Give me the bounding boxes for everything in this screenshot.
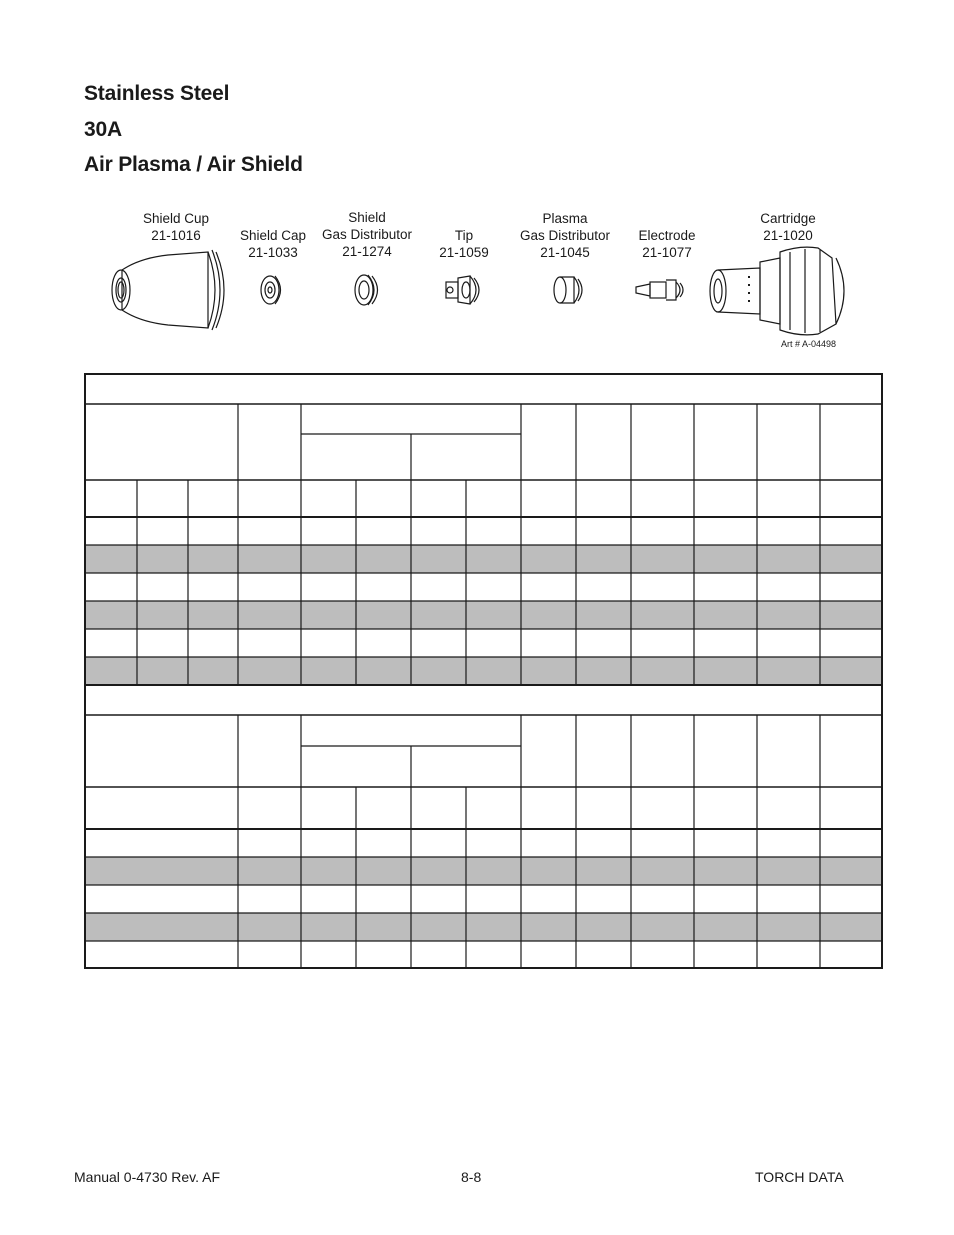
part-name: Electrode bbox=[638, 228, 696, 243]
part-name: Shield Cup bbox=[142, 211, 210, 226]
part-number: 21-1033 bbox=[248, 245, 298, 260]
part-number: 21-1016 bbox=[151, 228, 201, 243]
part-name: Shield Cap bbox=[239, 228, 307, 243]
shaded-row bbox=[85, 601, 882, 629]
part-number: 21-1274 bbox=[342, 244, 392, 259]
footer-page-number: 8-8 bbox=[461, 1169, 482, 1185]
part-name-line2: Gas Distributor bbox=[321, 227, 413, 242]
part-name: Plasma bbox=[542, 211, 588, 226]
shaded-row bbox=[85, 857, 882, 885]
shaded-row bbox=[85, 913, 882, 941]
part-number: 21-1059 bbox=[439, 245, 489, 260]
part-number: 21-1077 bbox=[642, 245, 692, 260]
title-material: Stainless Steel bbox=[84, 82, 230, 105]
part-number: 21-1045 bbox=[540, 245, 590, 260]
part-name: Shield bbox=[348, 210, 386, 225]
part-number: 21-1020 bbox=[763, 228, 813, 243]
part-name-line2: Gas Distributor bbox=[519, 228, 611, 243]
shaded-row bbox=[85, 657, 882, 685]
part-name: Tip bbox=[454, 228, 474, 243]
title-gas-type: Air Plasma / Air Shield bbox=[84, 153, 303, 176]
art-number: Art # A-04498 bbox=[781, 339, 837, 349]
shaded-row bbox=[85, 545, 882, 573]
title-amperage: 30A bbox=[84, 118, 122, 141]
footer-section-name: TORCH DATA bbox=[755, 1169, 844, 1185]
footer-manual-revision: Manual 0-4730 Rev. AF bbox=[74, 1169, 221, 1185]
part-name: Cartridge bbox=[760, 211, 816, 226]
